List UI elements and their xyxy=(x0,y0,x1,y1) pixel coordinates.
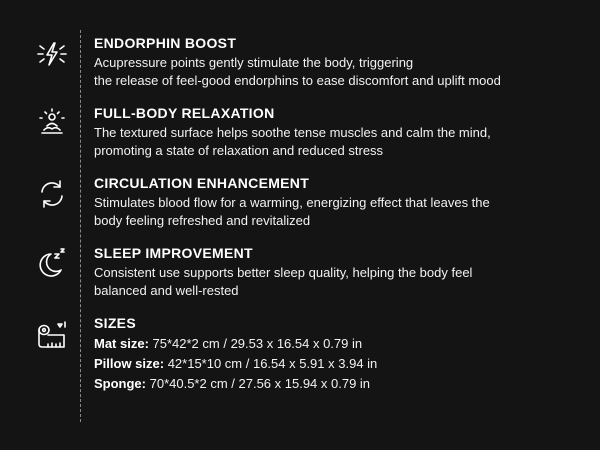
feature-text xyxy=(94,174,594,229)
feature-desc-line: Stimulates blood flow for a warming, energizing effect that leaves the xyxy=(94,195,490,210)
feature-text xyxy=(94,104,594,159)
feature-desc-line: balanced and well-rested xyxy=(94,282,239,298)
sizes-text xyxy=(94,314,594,394)
size-value: 70*40.5*2 cm / 27.56 x 15.94 x 0.79 in xyxy=(146,376,371,391)
size-row-sponge xyxy=(94,374,594,394)
feature-desc-line: Consistent use supports better sleep quality, helping the body feel xyxy=(94,265,473,280)
feature-desc-line: body feeling refreshed and revitalized xyxy=(94,212,311,228)
feature-desc-line: promoting a state of relaxation and reduced stress xyxy=(94,142,384,158)
measuring-tape-icon xyxy=(34,318,70,354)
circulation-arrows-icon xyxy=(34,176,70,212)
size-row-mat xyxy=(94,334,594,354)
feature-desc-line: the release of feel-good endorphins to ease discomfort and uplift mood xyxy=(94,72,501,88)
feature-text xyxy=(94,244,594,299)
sizes-title: SIZES xyxy=(94,315,136,331)
feature-desc-line: The textured surface helps soothe tense muscles and calm the mind, xyxy=(94,125,491,140)
feature-title: CIRCULATION ENHANCEMENT xyxy=(94,175,310,191)
size-value: 75*42*2 cm / 29.53 x 16.54 x 0.79 in xyxy=(148,336,363,351)
feature-title: ENDORPHIN BOOST xyxy=(94,35,237,51)
size-label: Mat size: xyxy=(94,336,149,351)
size-value: 42*15*10 cm / 16.54 x 5.91 x 3.94 in xyxy=(164,356,378,371)
feature-title: FULL-BODY RELAXATION xyxy=(94,105,275,121)
meditation-icon xyxy=(34,106,70,142)
feature-desc-line: Acupressure points gently stimulate the body, triggering xyxy=(94,55,414,70)
size-label: Pillow size: xyxy=(94,356,165,371)
moon-sleep-icon xyxy=(34,246,70,282)
size-label: Sponge: xyxy=(94,376,146,391)
dashed-divider xyxy=(80,30,81,422)
feature-text xyxy=(94,34,594,89)
size-row-pillow xyxy=(94,354,594,374)
feature-title: SLEEP IMPROVEMENT xyxy=(94,245,253,261)
lightning-burst-icon xyxy=(34,36,70,72)
